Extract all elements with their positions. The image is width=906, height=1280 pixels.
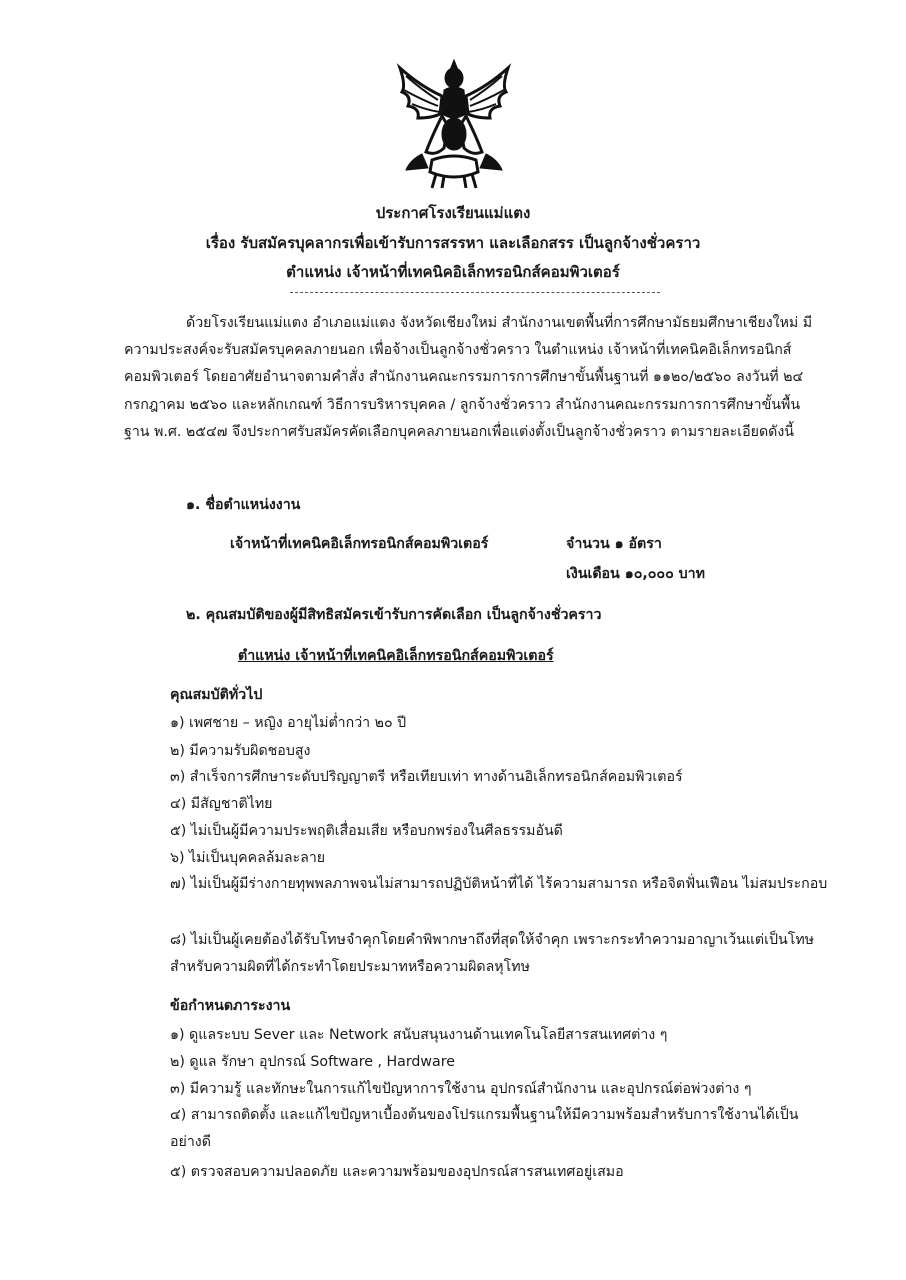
list-item: ๓) มีความรู้ และทักษะในการแก้ไขปัญหาการใช้งาน อุปกรณ์สำนักงาน และอุปกรณ์ต่อพ่วงต่าง ๆ <box>170 1081 752 1097</box>
list-item: ๕) ตรวจสอบความปลอดภัย และความพร้อมของอุปกรณ์สารสนเทศอยู่เสมอ <box>170 1164 624 1180</box>
job-salary: เงินเดือน ๑๐,๐๐๐ บาท <box>566 566 705 582</box>
garuda-emblem-icon <box>392 56 516 190</box>
list-item: ๑) ดูแลระบบ Sever และ Network สนับสนุนงานด้านเทคโนโลยีสารสนเทศต่าง ๆ <box>170 1027 668 1043</box>
list-item: ๗) ไม่เป็นผู้มีร่างกายทุพพลภาพจนไม่สามารถปฏิบัติหน้าที่ได้ ไร้ความสามารถ หรือจิตฟั่นเฟือน ไม่สมประกอบ <box>170 876 828 892</box>
list-item: ๔) มีสัญชาติไทย <box>170 796 273 812</box>
list-item: ๕) ไม่เป็นผู้มีความประพฤติเสื่อมเสีย หรือบกพร่องในศีลธรรมอันดี <box>170 823 563 839</box>
dashed-divider <box>290 292 660 293</box>
list-item: ๑) เพศชาย – หญิง อายุไม่ต่ำกว่า ๒๐ ปี <box>170 715 407 731</box>
job-quota: จำนวน ๑ อัตรา <box>566 536 662 552</box>
section2-heading: ๒. คุณสมบัติของผู้มีสิทธิสมัครเข้ารับการคัดเลือก เป็นลูกจ้างชั่วคราว <box>186 607 602 623</box>
announcement-subject: เรื่อง รับสมัครบุคลากรเพื่อเข้ารับการสรรหา และเลือกสรร เป็นลูกจ้างชั่วคราว <box>205 234 701 252</box>
section1-heading: ๑. ชื่อตำแหน่งงาน <box>186 497 301 513</box>
section2-position-line: ตำแหน่ง เจ้าหน้าที่เทคนิคอิเล็กทรอนิกส์คอมพิวเตอร์ <box>238 648 554 664</box>
duties-heading: ข้อกำหนดภาระงาน <box>170 998 291 1014</box>
general-qualifications-heading: คุณสมบัติทั่วไป <box>170 687 263 703</box>
list-item: ๒) ดูแล รักษา อุปกรณ์ Software , Hardware <box>170 1054 455 1070</box>
list-item: ๔) สามารถติดตั้ง และแก้ไขปัญหาเบื้องต้นของโปรแกรมพื้นฐานให้มีความพร้อมสำหรับการใช้งานได้เป็นอย่างดี <box>170 1107 799 1150</box>
announcement-title: ประกาศโรงเรียนแม่แตง <box>375 204 531 222</box>
announcement-position: ตำแหน่ง เจ้าหน้าที่เทคนิคอิเล็กทรอนิกส์คอมพิวเตอร์ <box>286 263 620 281</box>
list-item: ๓) สำเร็จการศึกษาระดับปริญญาตรี หรือเทียบเท่า ทางด้านอิเล็กทรอนิกส์คอมพิวเตอร์ <box>170 769 683 785</box>
intro-text: ด้วยโรงเรียนแม่แตง อำเภอแม่แตง จังหวัดเชียงใหม่ สำนักงานเขตพื้นที่การศึกษามัธยมศึกษาเชียงใหม่ มีความประสงค์จะรับสมัครบุคคลภายนอก เพื่อจ้างเป็นลูกจ้างชั่วคราว ในตำแหน่ง เจ้าหน้าที่เทคนิคอิเล็กทรอนิกส์คอมพิวเตอร์ โดยอาศัยอำนาจตามคำสั่ง สำนักงานคณะกรรมการการศึกษาขั้นพื้นฐานที่ ๑๑๒๐/๒๕๖๐ ลงวันที่ ๒๔ กรกฎาคม ๒๕๖๐ และหลักเกณฑ์ วิธีการบริหารบุคคล / ลูกจ้างชั่วคราว สำนักงานคณะกรรมการการศึกษาขั้นพื้นฐาน พ.ศ. ๒๕๔๗ จึงประกาศรับสมัครคัดเลือกบุคคลภายนอกเพื่อแต่งตั้งเป็นลูกจ้างชั่วคราว ตามรายละเอียดดังนี้ <box>124 315 813 440</box>
list-item: ๒) มีความรับผิดชอบสูง <box>170 743 311 759</box>
list-item: ๖) ไม่เป็นบุคคลล้มละลาย <box>170 850 326 866</box>
intro-paragraph <box>124 310 824 446</box>
list-item: ๘) ไม่เป็นผู้เคยต้องได้รับโทษจำคุกโดยคำพิพากษาถึงที่สุดให้จำคุก เพราะกระทำความอาญาเว้นแต่เป็นโทษ สำหรับความผิดที่ได้กระทำโดยประมาทหรือความผิดลหุโทษ <box>170 932 815 975</box>
job-title: เจ้าหน้าที่เทคนิคอิเล็กทรอนิกส์คอมพิวเตอร์ <box>230 536 489 552</box>
